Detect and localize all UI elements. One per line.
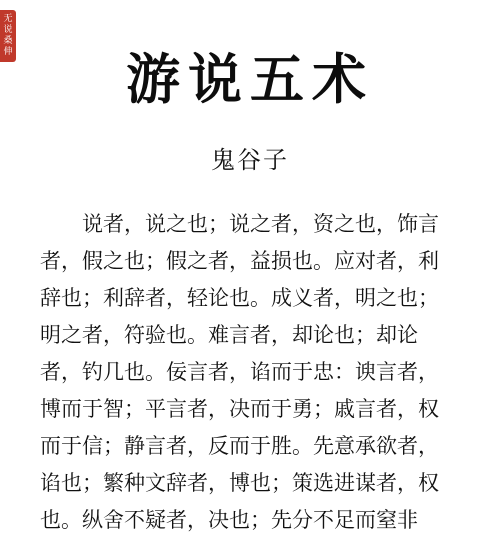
body-line: 辞也；利辞者，轻论也。成义者，明之也；: [40, 286, 439, 310]
body-line: 而于信；静言者，反而于胜。先意承欲者，: [40, 434, 439, 458]
body-line: 说者，说之也；说之者，资之也，饰言: [82, 212, 439, 236]
page-title: 游说五术: [126, 47, 374, 111]
seal-char: 无: [3, 14, 13, 24]
body-line: 也。纵舍不疑者，决也；先分不足而窒非: [40, 508, 418, 532]
body-line: 博而于智；平言者，决而于勇；戚言者，权: [40, 397, 439, 421]
body-line: 明之者，符验也。难言者，却论也；却论: [40, 323, 418, 347]
seal-char: 说: [3, 25, 13, 35]
body-line: 者，假之也；假之者，益损也。应对者，利: [40, 249, 439, 273]
body-text: [40, 206, 470, 539]
seal-char: 伸: [3, 47, 13, 57]
author-name: 鬼谷子: [211, 146, 289, 174]
body-line: 者，钓几也。佞言者，谄而于忠：谀言者，: [40, 360, 439, 384]
seal-char: 桑: [3, 36, 13, 46]
body-line: 谄也；繁种文辞者，博也；策选进谋者，权: [40, 471, 439, 495]
